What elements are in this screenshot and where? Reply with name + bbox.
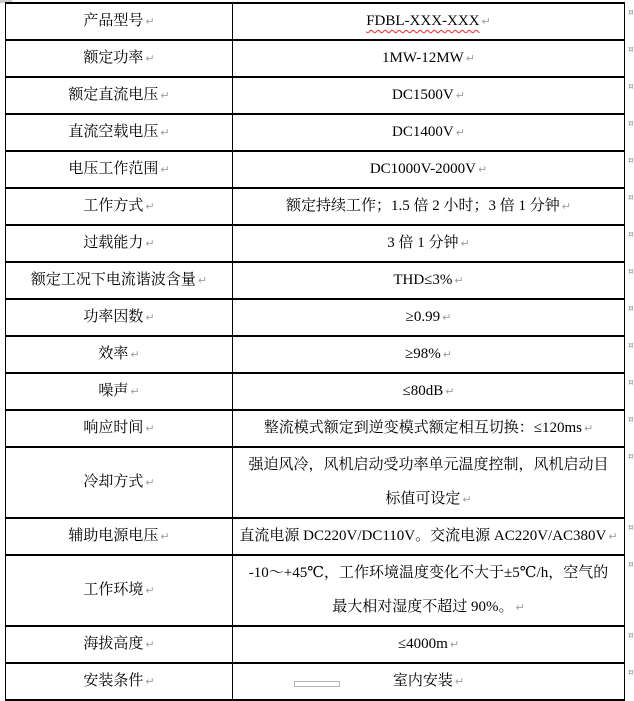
spec-label: 工作环境: [83, 582, 144, 598]
spec-label: 安装条件: [83, 673, 144, 689]
cell-end-mark-icon: ↵: [462, 493, 472, 506]
row-end-mark-icon: ¤: [628, 415, 634, 425]
spec-value: 直流电源 DC220V/DC110V。交流电源 AC220V/AC380V: [239, 528, 607, 544]
table-row: [6, 225, 625, 262]
spec-value: 1MW-12MW: [382, 50, 464, 66]
table-row: [6, 40, 625, 77]
spec-value: ≤4000m: [397, 636, 448, 652]
cell-end-mark-icon: ↵: [130, 348, 140, 361]
spec-value-cell[interactable]: [233, 663, 625, 700]
cell-end-mark-icon: ↵: [145, 15, 155, 28]
row-end-mark-icon: ¤: [628, 560, 634, 570]
cell-end-mark-icon: ↵: [455, 89, 465, 102]
table-row: [6, 518, 625, 555]
spec-label: 效率: [98, 346, 129, 362]
spec-label: 过载能力: [83, 235, 144, 251]
spec-label-cell[interactable]: [6, 262, 233, 299]
spec-value-cell[interactable]: [233, 3, 625, 40]
cell-end-mark-icon: ↵: [449, 638, 460, 651]
spec-label-cell[interactable]: [6, 555, 233, 626]
spec-value: 室内安装: [392, 673, 453, 689]
spec-label-cell[interactable]: [6, 188, 233, 225]
row-end-mark-icon: ¤: [628, 304, 634, 314]
spec-label: 额定直流电压: [68, 87, 159, 103]
table-row: [6, 555, 625, 626]
spec-label: 直流空载电压: [68, 124, 159, 140]
table-row: [6, 77, 625, 114]
spec-label: 海拔高度: [83, 636, 144, 652]
product-spec-table: [5, 2, 625, 701]
spec-value-cell[interactable]: [233, 40, 625, 77]
cell-end-mark-icon: ↵: [515, 601, 525, 614]
cell-end-mark-icon: ↵: [481, 15, 491, 28]
cell-end-mark-icon: ↵: [160, 126, 170, 139]
spec-label-cell[interactable]: [6, 3, 233, 40]
table-row: [6, 262, 625, 299]
spec-value-cell[interactable]: [233, 447, 625, 518]
row-end-mark-icon: ¤: [628, 193, 634, 203]
cell-end-mark-icon: ↵: [608, 530, 618, 543]
spec-value-cell[interactable]: [233, 626, 625, 663]
cell-end-mark-icon: ↵: [145, 52, 155, 65]
cell-end-mark-icon: ↵: [145, 476, 155, 489]
spec-value: DC1500V: [392, 87, 454, 103]
spec-value: ≤80dB: [402, 383, 444, 399]
spec-value-cell[interactable]: [233, 373, 625, 410]
table-row: [6, 3, 625, 40]
spec-label-cell[interactable]: [6, 447, 233, 518]
cell-end-mark-icon: ↵: [477, 163, 488, 176]
row-end-mark-icon: ¤: [628, 45, 634, 55]
spec-value: 3 倍 1 分钟: [387, 235, 459, 251]
spec-label-cell[interactable]: [6, 373, 233, 410]
spec-value: ≥0.99: [405, 309, 441, 325]
spec-label: 产品型号: [83, 13, 144, 29]
cell-end-mark-icon: ↵: [160, 163, 170, 176]
spec-value: DC1400V: [392, 124, 454, 140]
cell-end-mark-icon: ↵: [145, 584, 155, 597]
spec-value-cell[interactable]: [233, 410, 625, 447]
cell-end-mark-icon: ↵: [145, 675, 155, 688]
spec-value: THD≤3%: [393, 272, 453, 288]
row-end-mark-icon: ¤: [628, 341, 634, 351]
cell-end-mark-icon: ↵: [145, 311, 155, 324]
spec-label-cell[interactable]: [6, 518, 233, 555]
cell-end-mark-icon: ↵: [465, 52, 475, 65]
cell-end-mark-icon: ↵: [442, 348, 452, 361]
spec-value-cell[interactable]: [233, 114, 625, 151]
spec-value-cell[interactable]: [233, 518, 625, 555]
spec-value: ≥98%: [405, 346, 441, 362]
row-end-mark-icon: ¤: [628, 119, 634, 129]
table-row: [6, 151, 625, 188]
cell-end-mark-icon: ↵: [145, 638, 155, 651]
spec-table-body: [6, 3, 625, 700]
spec-value: 强迫风冷，风机启动受功率单元温度控制，风机启动目 标值可设定: [248, 457, 609, 507]
spec-label: 响应时间: [83, 420, 144, 436]
spec-label: 额定工况下电流谐波含量: [30, 272, 196, 288]
table-row: [6, 114, 625, 151]
spec-label-cell[interactable]: [6, 114, 233, 151]
row-end-mark-icon: ¤: [628, 631, 634, 641]
cell-end-mark-icon: ↵: [197, 274, 208, 287]
cell-end-mark-icon: ↵: [442, 311, 452, 324]
spec-label: 噪声: [98, 383, 129, 399]
cell-end-mark-icon: ↵: [584, 422, 594, 435]
spec-value-cell[interactable]: [233, 188, 625, 225]
spec-value: DC1000V-2000V: [369, 161, 476, 177]
cell-end-mark-icon: ↵: [145, 422, 155, 435]
row-end-mark-icon: ¤: [628, 668, 634, 678]
spec-label: 工作方式: [83, 198, 144, 214]
spec-value-cell[interactable]: [233, 151, 625, 188]
spec-label-cell[interactable]: [6, 40, 233, 77]
row-end-mark-icon: ¤: [628, 156, 634, 166]
cell-end-mark-icon: ↵: [561, 200, 571, 213]
spec-value: -10～+45℃，工作环境温度变化不大于±5℃/h，空气的 最大相对湿度不超过 90%。: [248, 565, 609, 615]
spec-label-cell[interactable]: [6, 225, 233, 262]
cell-end-mark-icon: ↵: [130, 385, 140, 398]
spec-value: 整流模式额定到逆变模式额定相互切换：≤120ms: [263, 420, 583, 436]
spec-label: 功率因数: [83, 309, 144, 325]
table-row: [6, 626, 625, 663]
cell-end-mark-icon: ↵: [460, 237, 470, 250]
row-end-mark-icon: ¤: [628, 8, 634, 18]
row-end-mark-icon: ¤: [628, 267, 634, 277]
page-guide-bottom-center-mark: [294, 681, 340, 687]
spec-value: 额定持续工作；1.5 倍 2 小时；3 倍 1 分钟: [286, 198, 560, 214]
row-end-mark-icon: ¤: [628, 452, 634, 462]
cell-end-mark-icon: ↵: [160, 89, 170, 102]
cell-end-mark-icon: ↵: [145, 237, 155, 250]
spec-value-cell[interactable]: [233, 262, 625, 299]
spec-value: FDBL-XXX-XXX: [366, 13, 480, 29]
row-end-mark-icon: ¤: [628, 230, 634, 240]
cell-end-mark-icon: ↵: [145, 200, 155, 213]
cell-end-mark-icon: ↵: [445, 385, 455, 398]
spec-label: 辅助电源电压: [68, 528, 159, 544]
spec-value-cell[interactable]: [233, 336, 625, 373]
spec-label-cell[interactable]: [6, 626, 233, 663]
table-row: [6, 410, 625, 447]
spec-label-cell[interactable]: [6, 77, 233, 114]
spec-label-cell[interactable]: [6, 299, 233, 336]
spec-value-cell[interactable]: [233, 77, 625, 114]
row-end-mark-icon: ¤: [628, 523, 634, 533]
cell-end-mark-icon: ↵: [454, 274, 464, 287]
table-row: [6, 447, 625, 518]
spec-value-cell[interactable]: [233, 225, 625, 262]
table-row: [6, 188, 625, 225]
spec-label: 电压工作范围: [68, 161, 159, 177]
spec-value-cell[interactable]: [233, 555, 625, 626]
spec-label-cell[interactable]: [6, 336, 233, 373]
table-row: [6, 336, 625, 373]
spec-label: 冷却方式: [83, 474, 144, 490]
spec-label-cell[interactable]: [6, 410, 233, 447]
table-row: [6, 299, 625, 336]
row-end-mark-icon: ¤: [628, 82, 634, 92]
spec-label-cell[interactable]: [6, 663, 233, 700]
cell-end-mark-icon: ↵: [454, 675, 465, 688]
spec-label: 额定功率: [83, 50, 144, 66]
cell-end-mark-icon: ↵: [160, 530, 170, 543]
row-end-mark-icon: ¤: [628, 378, 634, 388]
cell-end-mark-icon: ↵: [455, 126, 465, 139]
spec-value-cell[interactable]: [233, 299, 625, 336]
table-row: [6, 373, 625, 410]
spec-label-cell[interactable]: [6, 151, 233, 188]
